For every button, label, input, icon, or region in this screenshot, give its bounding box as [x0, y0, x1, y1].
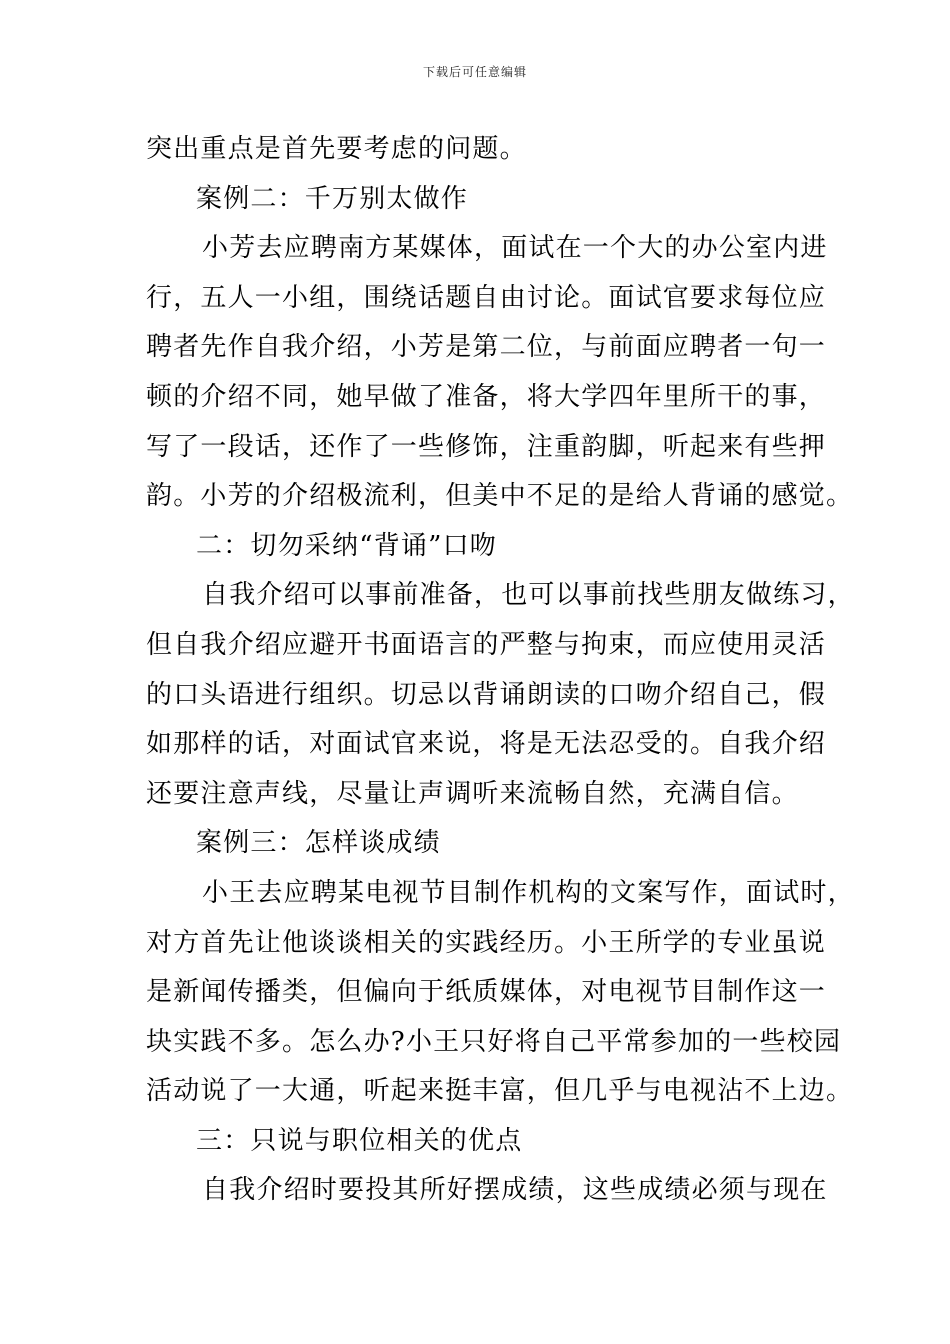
section-heading: 二：切勿采纳“背诵”口吻	[196, 530, 497, 561]
text-line: 的口头语进行组织。切忌以背诵朗读的口吻介绍自己，假	[146, 679, 827, 710]
text-line: 行，五人一小组，围绕话题自由讨论。面试官要求每位应	[146, 282, 827, 313]
text-line: 如那样的话，对面试官来说，将是无法忍受的。自我介绍	[146, 729, 827, 760]
document-body	[146, 125, 855, 1216]
page-header: 下载后可任意编辑	[422, 65, 527, 79]
section-heading: 三：只说与职位相关的优点	[196, 1125, 523, 1156]
text-line: 写了一段话，还作了一些修饰，注重韵脚，听起来有些押	[146, 431, 827, 462]
text-line: 但自我介绍应避开书面语言的严整与拘束，而应使用灵活	[146, 629, 827, 660]
text-line: 小芳去应聘南方某媒体，面试在一个大的办公室内进	[202, 233, 828, 264]
text-line: 突出重点是首先要考虑的问题。	[146, 134, 527, 164]
text-line: 自我介绍可以事前准备，也可以事前找些朋友做练习，	[202, 580, 855, 611]
text-line: 小王去应聘某电视节目制作机构的文案写作，面试时，	[202, 877, 855, 908]
text-line: 顿的介绍不同，她早做了准备，将大学四年里所干的事，	[146, 381, 827, 412]
section-heading: 案例二：千万别太做作	[196, 183, 469, 214]
text-line: 聘者先作自我介绍，小芳是第二位，与前面应聘者一句一	[146, 332, 827, 363]
section-heading: 案例三：怎样谈成绩	[196, 828, 441, 859]
text-line: 韵。小芳的介绍极流利，但美中不足的是给人背诵的感觉。	[146, 481, 854, 512]
text-line: 对方首先让他谈谈相关的实践经历。小王所学的专业虽说	[146, 927, 827, 958]
text-line: 块实践不多。怎么办?小王只好将自己平常参加的一些校园	[146, 1026, 842, 1057]
text-line: 活动说了一大通，听起来挺丰富，但几乎与电视沾不上边。	[146, 1076, 854, 1107]
text-line: 自我介绍时要投其所好摆成绩，这些成绩必须与现在	[202, 1175, 828, 1206]
text-line: 还要注意声线，尽量让声调听来流畅自然，充满自信。	[146, 778, 799, 809]
text-line: 是新闻传播类，但偏向于纸质媒体，对电视节目制作这一	[146, 977, 827, 1008]
